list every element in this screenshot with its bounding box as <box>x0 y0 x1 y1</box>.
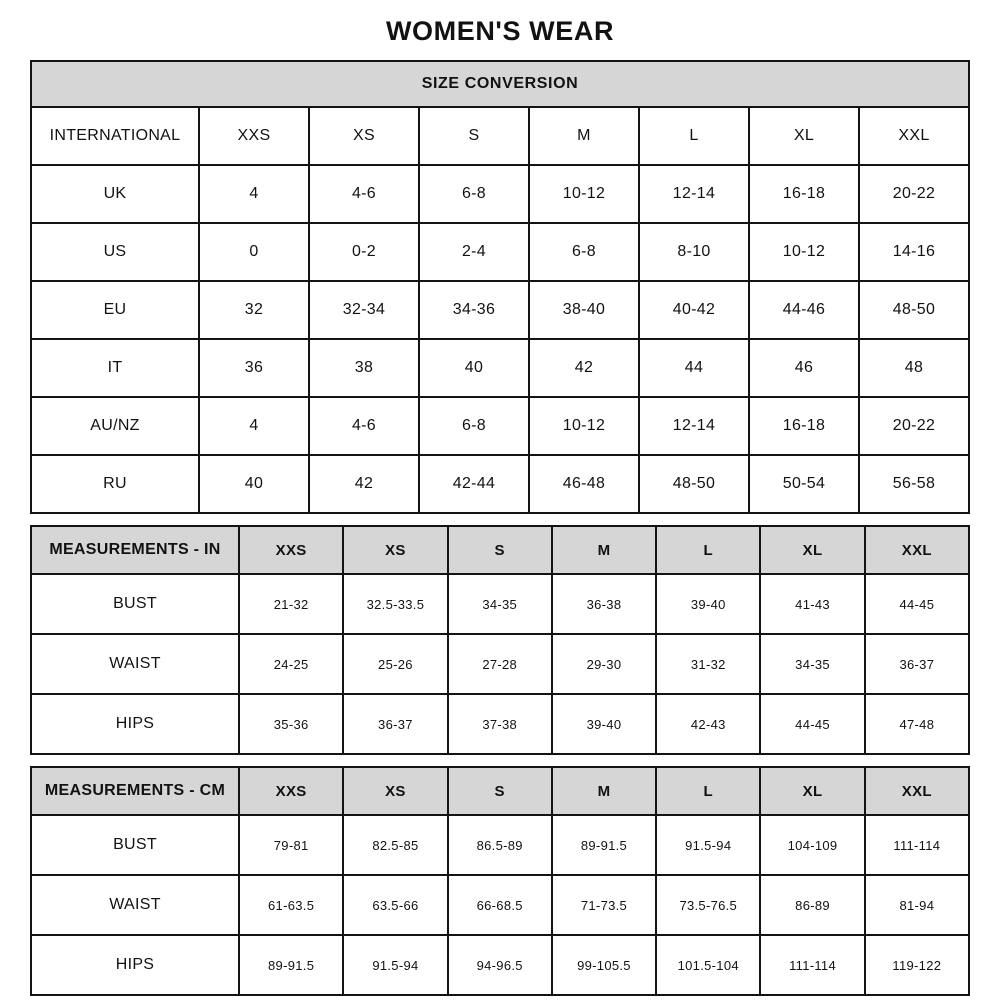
table-row <box>31 107 969 165</box>
value-cell: 86-89 <box>760 875 864 935</box>
value-cell: 35-36 <box>239 694 343 754</box>
size-conversion-table <box>30 60 970 514</box>
value-cell: 89-91.5 <box>552 815 656 875</box>
value-cell: 6-8 <box>419 165 529 223</box>
table-row <box>31 574 969 634</box>
column-header-cell: S <box>448 767 552 815</box>
value-cell: 21-32 <box>239 574 343 634</box>
value-cell: 36-38 <box>552 574 656 634</box>
value-cell: 81-94 <box>865 875 969 935</box>
value-cell: 63.5-66 <box>343 875 447 935</box>
column-header-cell: XS <box>343 526 447 574</box>
column-header-cell: XXS <box>239 526 343 574</box>
value-cell: 34-35 <box>448 574 552 634</box>
value-cell: 39-40 <box>656 574 760 634</box>
value-cell: 48 <box>859 339 969 397</box>
table-row <box>31 339 969 397</box>
value-cell: 37-38 <box>448 694 552 754</box>
row-label-cell: RU <box>31 455 199 513</box>
row-label-cell: BUST <box>31 574 239 634</box>
value-cell: 12-14 <box>639 165 749 223</box>
value-cell: 111-114 <box>865 815 969 875</box>
value-cell: 91.5-94 <box>656 815 760 875</box>
value-cell: XXL <box>859 107 969 165</box>
value-cell: 101.5-104 <box>656 935 760 995</box>
row-label-cell: IT <box>31 339 199 397</box>
table-row <box>31 694 969 754</box>
value-cell: S <box>419 107 529 165</box>
value-cell: 4 <box>199 397 309 455</box>
value-cell: 38 <box>309 339 419 397</box>
measurements-in-table <box>30 525 970 755</box>
value-cell: 86.5-89 <box>448 815 552 875</box>
value-cell: 20-22 <box>859 397 969 455</box>
row-label-cell: BUST <box>31 815 239 875</box>
value-cell: 89-91.5 <box>239 935 343 995</box>
column-header-cell: XL <box>760 526 864 574</box>
value-cell: 111-114 <box>760 935 864 995</box>
value-cell: 25-26 <box>343 634 447 694</box>
value-cell: 6-8 <box>419 397 529 455</box>
value-cell: 0 <box>199 223 309 281</box>
value-cell: 10-12 <box>749 223 859 281</box>
column-header-cell: MEASUREMENTS - CM <box>31 767 239 815</box>
row-label-cell: WAIST <box>31 634 239 694</box>
value-cell: M <box>529 107 639 165</box>
value-cell: 32 <box>199 281 309 339</box>
value-cell: 119-122 <box>865 935 969 995</box>
column-header-cell: XL <box>760 767 864 815</box>
value-cell: 94-96.5 <box>448 935 552 995</box>
value-cell: L <box>639 107 749 165</box>
value-cell: 0-2 <box>309 223 419 281</box>
table-row <box>31 455 969 513</box>
value-cell: 14-16 <box>859 223 969 281</box>
value-cell: 4 <box>199 165 309 223</box>
column-header-cell: XXL <box>865 526 969 574</box>
value-cell: 31-32 <box>656 634 760 694</box>
value-cell: 10-12 <box>529 397 639 455</box>
value-cell: 6-8 <box>529 223 639 281</box>
value-cell: 104-109 <box>760 815 864 875</box>
value-cell: 24-25 <box>239 634 343 694</box>
table-row <box>31 875 969 935</box>
value-cell: 12-14 <box>639 397 749 455</box>
value-cell: 4-6 <box>309 397 419 455</box>
row-label-cell: HIPS <box>31 694 239 754</box>
value-cell: 34-35 <box>760 634 864 694</box>
value-cell: XS <box>309 107 419 165</box>
value-cell: 40 <box>419 339 529 397</box>
value-cell: 41-43 <box>760 574 864 634</box>
value-cell: 44-45 <box>865 574 969 634</box>
table-row <box>31 935 969 995</box>
value-cell: 8-10 <box>639 223 749 281</box>
row-label-cell: AU/NZ <box>31 397 199 455</box>
value-cell: 32-34 <box>309 281 419 339</box>
value-cell: 10-12 <box>529 165 639 223</box>
table-row <box>31 815 969 875</box>
column-header-cell: M <box>552 526 656 574</box>
value-cell: 4-6 <box>309 165 419 223</box>
table-banner-row <box>31 61 969 107</box>
value-cell: 16-18 <box>749 165 859 223</box>
value-cell: 40-42 <box>639 281 749 339</box>
value-cell: 29-30 <box>552 634 656 694</box>
table-row <box>31 281 969 339</box>
value-cell: 36-37 <box>865 634 969 694</box>
value-cell: 66-68.5 <box>448 875 552 935</box>
column-header-cell: L <box>656 526 760 574</box>
value-cell: 91.5-94 <box>343 935 447 995</box>
value-cell: 82.5-85 <box>343 815 447 875</box>
value-cell: 42-43 <box>656 694 760 754</box>
table-row <box>31 634 969 694</box>
row-label-cell: WAIST <box>31 875 239 935</box>
value-cell: 42-44 <box>419 455 529 513</box>
value-cell: 36 <box>199 339 309 397</box>
column-header-cell: XXL <box>865 767 969 815</box>
value-cell: 32.5-33.5 <box>343 574 447 634</box>
row-label-cell: US <box>31 223 199 281</box>
value-cell: 27-28 <box>448 634 552 694</box>
value-cell: 71-73.5 <box>552 875 656 935</box>
row-label-cell: INTERNATIONAL <box>31 107 199 165</box>
column-header-cell: XXS <box>239 767 343 815</box>
value-cell: 44 <box>639 339 749 397</box>
value-cell: 73.5-76.5 <box>656 875 760 935</box>
page-title: WOMEN'S WEAR <box>385 16 615 46</box>
value-cell: 42 <box>529 339 639 397</box>
value-cell: 46 <box>749 339 859 397</box>
table-banner: SIZE CONVERSION <box>31 61 969 107</box>
value-cell: 61-63.5 <box>239 875 343 935</box>
row-label-cell: UK <box>31 165 199 223</box>
value-cell: 44-45 <box>760 694 864 754</box>
value-cell: 20-22 <box>859 165 969 223</box>
value-cell: 48-50 <box>859 281 969 339</box>
value-cell: 48-50 <box>639 455 749 513</box>
value-cell: 38-40 <box>529 281 639 339</box>
column-header-cell: M <box>552 767 656 815</box>
value-cell: 34-36 <box>419 281 529 339</box>
value-cell: 42 <box>309 455 419 513</box>
table-row <box>31 165 969 223</box>
value-cell: 39-40 <box>552 694 656 754</box>
value-cell: 50-54 <box>749 455 859 513</box>
value-cell: 44-46 <box>749 281 859 339</box>
value-cell: 47-48 <box>865 694 969 754</box>
value-cell: 36-37 <box>343 694 447 754</box>
table-header-row <box>31 767 969 815</box>
row-label-cell: EU <box>31 281 199 339</box>
table-row <box>31 397 969 455</box>
value-cell: 46-48 <box>529 455 639 513</box>
column-header-cell: XS <box>343 767 447 815</box>
table-header-row <box>31 526 969 574</box>
value-cell: XXS <box>199 107 309 165</box>
measurements-cm-table <box>30 766 970 996</box>
value-cell: 2-4 <box>419 223 529 281</box>
column-header-cell: S <box>448 526 552 574</box>
value-cell: 99-105.5 <box>552 935 656 995</box>
value-cell: 40 <box>199 455 309 513</box>
value-cell: XL <box>749 107 859 165</box>
row-label-cell: HIPS <box>31 935 239 995</box>
column-header-cell: MEASUREMENTS - IN <box>31 526 239 574</box>
column-header-cell: L <box>656 767 760 815</box>
table-row <box>31 223 969 281</box>
value-cell: 56-58 <box>859 455 969 513</box>
value-cell: 16-18 <box>749 397 859 455</box>
value-cell: 79-81 <box>239 815 343 875</box>
